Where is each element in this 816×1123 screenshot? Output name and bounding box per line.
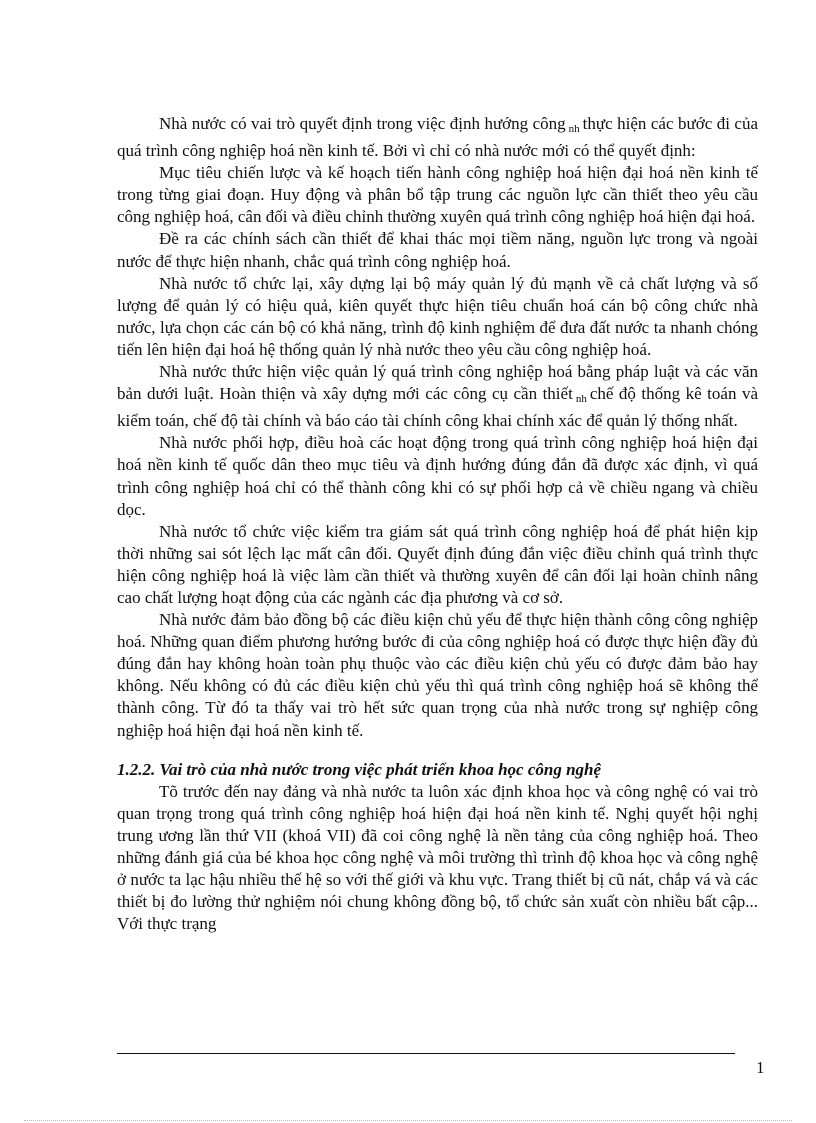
paragraph: Mục tiêu chiến lược và kế hoạch tiến hành công nghiệp hoá hiện đại hoá nền kinh tế trong từng giai đoạn. Huy động và phân bổ tập trung các nguồn lực cần thiết theo yêu cầu công nghiệp hoá, cân đối và điều chỉnh thường xuyên quá trình công nghiệp hoá hiện đại hoá. [117, 163, 758, 227]
subscript-fragment: nh [575, 393, 587, 406]
page-number: 1 [756, 1058, 765, 1077]
paragraph: Nhà nước tổ chức việc kiểm tra giám sát quá trình công nghiệp hoá để phát hiện kịp thời những sai sót lệch lạc mất cân đối. Quyết định đúng đắn việc điều chỉnh quá trình thực hiện công nghiệp hoá là việc làm cần thiết và thường xuyên để cân đối lại hoàn chỉnh nâng cao chất lượng hoạt động của các ngành các địa phương và cơ sở. [117, 521, 758, 607]
paragraph: Nhà nước tổ chức lại, xây dựng lại bộ máy quản lý đủ mạnh về cả chất lượng và số lượng để quản lý có hiệu quả, kiên quyết thực hiện tiêu chuẩn hoá cán bộ công chức nhà nước, lựa chọn các cán bộ có khả năng, trình độ kinh nghiệm để đưa đất nước ta nhanh chóng tiến lên hiện đại hoá hệ thống quản lý nhà nước theo yêu cầu công nghiệp hoá. [117, 273, 758, 359]
paragraph [117, 113, 758, 162]
paragraph-text: thực hiện các bước đi của quá trình công nghiệp hoá nền kinh tế. Bởi vì chỉ có nhà nước mới có thể quyết định: [117, 114, 758, 161]
paragraph: Nhà nước đảm bảo đồng bộ các điều kiện chủ yếu để thực hiện thành công công nghiệp hoá. Những quan điểm phương hướng bước đi của công nghiệp hoá có được thực hiện đầy đủ đúng đắn hay không hoàn toàn phụ thuộc vào các điều kiện chủ yếu có được đảm bảo hay không. Nếu không có đủ các điều kiện chủ yếu thì quá trình công nghiệp hoá sẽ không thể thành công. Từ đó ta thấy vai trò hết sức quan trọng của nhà nước trong sự nghiệp công nghiệp hoá hiện đại hoá nền kinh tế. [117, 610, 758, 740]
paragraph-text: Nhà nước có vai trò quyết định trong việc định hướng công [159, 114, 566, 133]
footer-rule [117, 1053, 735, 1054]
page-boundary [24, 1120, 792, 1121]
document-body [117, 113, 758, 935]
paragraph [117, 361, 758, 432]
paragraph: Đề ra các chính sách cần thiết để khai thác mọi tiềm năng, nguồn lực trong và ngoài nước để thực hiện nhanh, chắc quá trình công nghiệp hoá. [117, 229, 758, 271]
section-heading: 1.2.2. Vai trò của nhà nước trong việc phát triển khoa học công nghệ [117, 759, 602, 779]
subscript-fragment: nh [568, 123, 580, 135]
paragraph-text: Nhà nước thức hiện việc quản lý quá trình công nghiệp hoá bằng pháp luật và các văn bản dưới luật. Hoàn thiện và xây dựng mới các công cụ cần thiết [117, 362, 758, 404]
paragraph: Nhà nước phối hợp, điều hoà các hoạt động trong quá trình công nghiệp hoá hiện đại hoá nền kinh tế quốc dân theo mục tiêu và định hướng đúng đắn đã được xác định, vì quá trình công nghiệp hoá chỉ có thể thành công khi có sự phối hợp cả về chiều ngang và chiều dọc. [117, 433, 758, 519]
paragraph-text: chế độ thống kê toán và kiểm toán, chế độ tài chính và báo cáo tài chính công khai chính xác để quản lý thống nhất. [117, 384, 758, 431]
paragraph: Tõ trước đến nay đảng và nhà nước ta luôn xác định khoa học và công nghệ có vai trò quan trọng trong quá trình công nghiệp hoá hiện đại hoá nền kinh tế. Nghị quyết hội nghị trung ương lần thứ VII (khoá VII) đã coi công nghệ là nền tảng của công nghiệp hoá. Theo những đánh giá của bé khoa học công nghệ và môi trường thì trình độ khoa học và công nghệ ở nước ta lạc hậu nhiều thế hệ so với thế giới và khu vực. Trang thiết bị cũ nát, chắp vá và các thiết bị đo lường thử nghiệm nói chung không đồng bộ, tổ chức sản xuất còn nhiều bất cập... Với thực trạng [117, 781, 758, 934]
